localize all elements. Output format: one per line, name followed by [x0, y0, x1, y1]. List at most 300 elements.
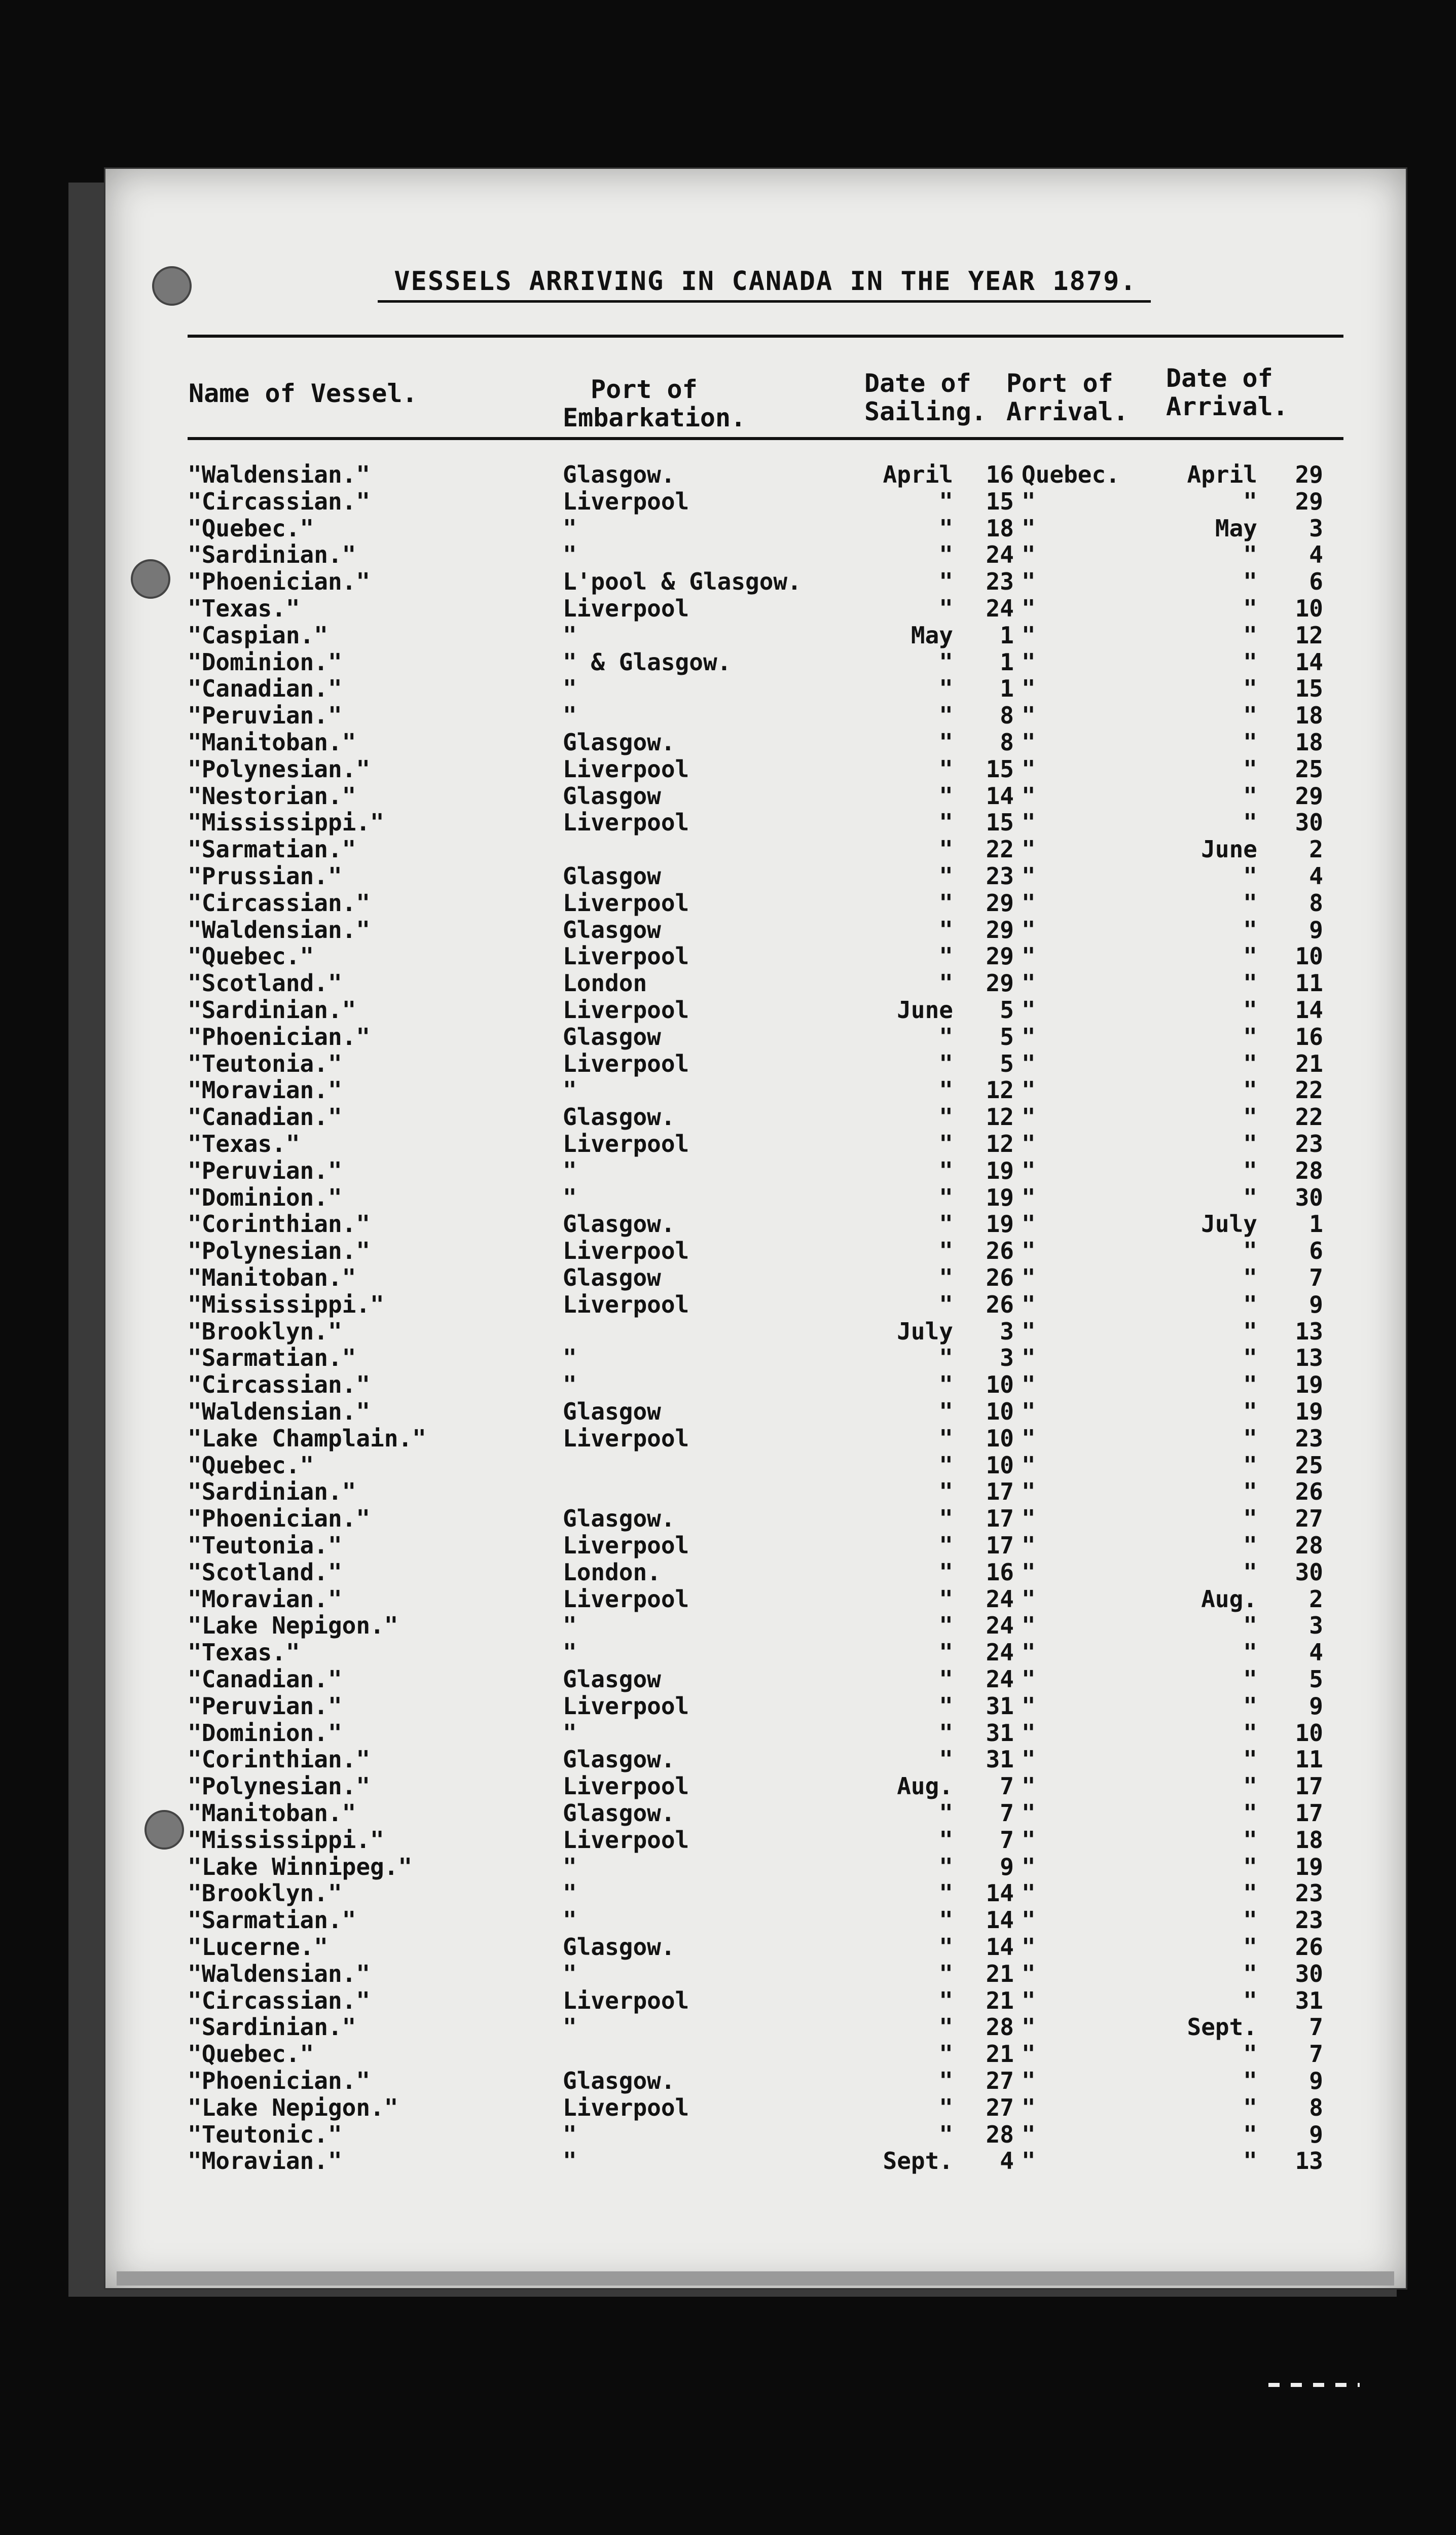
- arrival-day: 17: [1295, 1799, 1323, 1827]
- arrival-day: 9: [1309, 1290, 1323, 1318]
- scan-marks: [1268, 2383, 1360, 2387]
- page-edge: [117, 2271, 1394, 2286]
- arrival-day: 26: [1295, 1933, 1323, 1961]
- arrival-month: ": [1243, 2040, 1257, 2068]
- port-arrival: ": [1022, 1558, 1036, 1586]
- port-arrival: ": [1022, 836, 1036, 863]
- port-embarkation: Glasgow: [563, 916, 661, 944]
- arrival-day: 30: [1295, 1183, 1323, 1211]
- vessel-name: "Phoenician.": [188, 568, 371, 596]
- sailing-month: May: [911, 621, 953, 649]
- sailing-month: April: [883, 461, 953, 488]
- sailing-day: 24: [986, 1612, 1014, 1640]
- port-embarkation: Liverpool: [563, 595, 689, 622]
- port-embarkation: ": [563, 621, 577, 649]
- sailing-day: 28: [986, 2120, 1014, 2148]
- arrival-month: ": [1243, 702, 1257, 730]
- sailing-month: ": [939, 1692, 953, 1720]
- arrival-month: ": [1243, 2067, 1257, 2094]
- vessel-name: "Peruvian.": [188, 1692, 342, 1720]
- port-arrival: ": [1022, 782, 1036, 810]
- sailing-day: 31: [986, 1719, 1014, 1747]
- sailing-month: ": [939, 1746, 953, 1773]
- port-arrival: ": [1022, 675, 1036, 703]
- arrival-day: 19: [1295, 1398, 1323, 1425]
- vessel-name: "Circassian.": [188, 1371, 371, 1399]
- vessel-name: "Waldensian.": [188, 916, 371, 944]
- arrival-day: 19: [1295, 1371, 1323, 1399]
- sailing-day: 19: [986, 1156, 1014, 1184]
- port-embarkation: ": [563, 1612, 577, 1640]
- sailing-day: 24: [986, 541, 1014, 569]
- arrival-day: 28: [1295, 1532, 1323, 1559]
- vessel-name: "Texas.": [188, 1639, 300, 1667]
- header-date-sailing: Date of Sailing.: [864, 369, 987, 426]
- port-arrival: ": [1022, 595, 1036, 622]
- arrival-month: ": [1243, 889, 1257, 917]
- sailing-month: ": [939, 675, 953, 703]
- port-arrival: ": [1022, 916, 1036, 944]
- vessel-name: "Mississippi.": [188, 809, 384, 837]
- port-arrival: ": [1022, 1023, 1036, 1051]
- arrival-month: ": [1243, 916, 1257, 944]
- vessel-name: "Scotland.": [188, 969, 342, 997]
- sailing-day: 7: [1000, 1826, 1014, 1854]
- arrival-month: May: [1215, 514, 1257, 542]
- port-arrival: ": [1022, 2013, 1036, 2041]
- arrival-day: 11: [1295, 969, 1323, 997]
- vessel-name: "Dominion.": [188, 648, 342, 676]
- sailing-month: ": [939, 2093, 953, 2121]
- arrival-day: 18: [1295, 702, 1323, 730]
- arrival-day: 27: [1295, 1505, 1323, 1533]
- port-embarkation: ": [563, 1853, 577, 1880]
- sailing-day: 8: [1000, 702, 1014, 730]
- sailing-month: ": [939, 1424, 953, 1452]
- sailing-day: 1: [1000, 675, 1014, 703]
- port-arrival: ": [1022, 2067, 1036, 2094]
- arrival-day: 8: [1309, 2093, 1323, 2121]
- arrival-month: ": [1243, 1103, 1257, 1131]
- sailing-day: 1: [1000, 621, 1014, 649]
- port-embarkation: London: [563, 969, 647, 997]
- vessel-name: "Quebec.": [188, 943, 314, 970]
- port-arrival: ": [1022, 1478, 1036, 1506]
- port-arrival: ": [1022, 1344, 1036, 1372]
- sailing-day: 15: [986, 809, 1014, 837]
- arrival-month: ": [1243, 1478, 1257, 1506]
- port-embarkation: London.: [563, 1558, 661, 1586]
- arrival-month: ": [1243, 1799, 1257, 1827]
- vessel-name: "Quebec.": [188, 2040, 314, 2068]
- sailing-month: ": [939, 1532, 953, 1559]
- port-embarkation: Glasgow: [563, 862, 661, 890]
- sailing-day: 16: [986, 461, 1014, 488]
- sailing-day: 4: [1000, 2147, 1014, 2175]
- vessel-name: "Moravian.": [188, 2147, 342, 2175]
- vessel-name: "Circassian.": [188, 487, 371, 515]
- arrival-month: ": [1243, 1826, 1257, 1854]
- arrival-day: 3: [1309, 514, 1323, 542]
- port-arrival: ": [1022, 1237, 1036, 1265]
- port-embarkation: Glasgow: [563, 1023, 661, 1051]
- arrival-day: 13: [1295, 1344, 1323, 1372]
- sailing-month: June: [897, 996, 953, 1024]
- arrival-day: 14: [1295, 648, 1323, 676]
- sailing-day: 26: [986, 1264, 1014, 1291]
- vessel-name: "Canadian.": [188, 1103, 342, 1131]
- header-vessel: Name of Vessel.: [189, 379, 418, 408]
- vessel-name: "Corinthian.": [188, 1210, 371, 1238]
- port-arrival: ": [1022, 541, 1036, 569]
- arrival-month: ": [1243, 595, 1257, 622]
- port-arrival: ": [1022, 2093, 1036, 2121]
- sailing-month: ": [939, 916, 953, 944]
- vessel-name: "Polynesian.": [188, 755, 371, 783]
- sailing-day: 10: [986, 1424, 1014, 1452]
- arrival-day: 29: [1295, 782, 1323, 810]
- arrival-day: 26: [1295, 1478, 1323, 1506]
- arrival-day: 9: [1309, 916, 1323, 944]
- sailing-day: 26: [986, 1237, 1014, 1265]
- arrival-month: ": [1243, 1237, 1257, 1265]
- port-arrival: ": [1022, 1986, 1036, 2014]
- sailing-day: 14: [986, 1906, 1014, 1934]
- arrival-month: Sept.: [1187, 2013, 1257, 2041]
- arrival-day: 9: [1309, 2067, 1323, 2094]
- port-arrival: ": [1022, 1156, 1036, 1184]
- port-arrival: ": [1022, 487, 1036, 515]
- sailing-month: ": [939, 1156, 953, 1184]
- arrival-month: ": [1243, 1344, 1257, 1372]
- port-arrival: ": [1022, 755, 1036, 783]
- port-embarkation: ": [563, 1960, 577, 1987]
- port-embarkation: Glasgow.: [563, 1103, 675, 1131]
- port-arrival: ": [1022, 809, 1036, 837]
- port-embarkation: Glasgow.: [563, 1210, 675, 1238]
- arrival-day: 29: [1295, 487, 1323, 515]
- vessel-name: "Phoenician.": [188, 2067, 371, 2094]
- sailing-day: 27: [986, 2093, 1014, 2121]
- arrival-month: ": [1243, 1130, 1257, 1157]
- port-embarkation: L'pool & Glasgow.: [563, 568, 802, 596]
- port-embarkation: Liverpool: [563, 996, 689, 1024]
- arrival-month: ": [1243, 1532, 1257, 1559]
- sailing-day: 14: [986, 1879, 1014, 1907]
- arrival-month: ": [1243, 487, 1257, 515]
- document-title: VESSELS ARRIVING IN CANADA IN THE YEAR 1879.: [394, 266, 1137, 297]
- arrival-day: 25: [1295, 755, 1323, 783]
- sailing-month: ": [939, 782, 953, 810]
- port-embarkation: ": [563, 1076, 577, 1104]
- port-embarkation: " & Glasgow.: [563, 648, 732, 676]
- port-arrival: ": [1022, 1799, 1036, 1827]
- arrival-day: 19: [1295, 1853, 1323, 1880]
- vessel-name: "Canadian.": [188, 675, 342, 703]
- port-embarkation: Liverpool: [563, 943, 689, 970]
- port-embarkation: Glasgow.: [563, 729, 675, 756]
- punch-hole: [152, 266, 192, 306]
- sailing-month: ": [939, 1639, 953, 1667]
- title-underline: [378, 300, 1151, 303]
- vessel-name: "Sarmatian.": [188, 1906, 356, 1934]
- arrival-month: ": [1243, 862, 1257, 890]
- arrival-month: ": [1243, 1505, 1257, 1533]
- port-arrival: ": [1022, 702, 1036, 730]
- arrival-month: June: [1201, 836, 1257, 863]
- sailing-day: 5: [1000, 1023, 1014, 1051]
- sailing-month: ": [939, 514, 953, 542]
- vessel-name: "Waldensian.": [188, 1398, 371, 1425]
- vessel-name: "Polynesian.": [188, 1772, 371, 1800]
- sailing-month: ": [939, 1398, 953, 1425]
- sailing-day: 10: [986, 1451, 1014, 1479]
- port-arrival: ": [1022, 1933, 1036, 1961]
- vessel-name: "Sardinian.": [188, 1478, 356, 1506]
- sailing-day: 28: [986, 2013, 1014, 2041]
- port-embarkation: ": [563, 1719, 577, 1747]
- sailing-day: 31: [986, 1746, 1014, 1773]
- arrival-day: 3: [1309, 1612, 1323, 1640]
- port-embarkation: Liverpool: [563, 1772, 689, 1800]
- vessel-name: "Quebec.": [188, 514, 314, 542]
- arrival-month: ": [1243, 1853, 1257, 1880]
- sailing-day: 21: [986, 1986, 1014, 2014]
- arrival-day: 18: [1295, 729, 1323, 756]
- port-arrival: ": [1022, 1183, 1036, 1211]
- sailing-day: 18: [986, 514, 1014, 542]
- arrival-day: 8: [1309, 889, 1323, 917]
- arrival-month: ": [1243, 675, 1257, 703]
- sailing-day: 3: [1000, 1317, 1014, 1345]
- port-arrival: ": [1022, 1879, 1036, 1907]
- arrival-day: 17: [1295, 1772, 1323, 1800]
- vessel-name: "Lucerne.": [188, 1933, 328, 1961]
- arrival-day: 5: [1309, 1665, 1323, 1693]
- vessel-name: "Caspian.": [188, 621, 328, 649]
- port-arrival: ": [1022, 1612, 1036, 1640]
- port-embarkation: Liverpool: [563, 487, 689, 515]
- sailing-month: ": [939, 1076, 953, 1104]
- port-arrival: ": [1022, 943, 1036, 970]
- vessel-name: "Moravian.": [188, 1076, 342, 1104]
- port-arrival: ": [1022, 2147, 1036, 2175]
- sailing-day: 27: [986, 2067, 1014, 2094]
- sailing-day: 17: [986, 1478, 1014, 1506]
- arrival-day: 4: [1309, 862, 1323, 890]
- vessel-name: "Sarmatian.": [188, 1344, 356, 1372]
- arrival-day: 13: [1295, 2147, 1323, 2175]
- vessel-name: "Dominion.": [188, 1719, 342, 1747]
- port-embarkation: Liverpool: [563, 1532, 689, 1559]
- arrival-month: ": [1243, 1371, 1257, 1399]
- arrival-month: Aug.: [1201, 1585, 1257, 1613]
- vessel-name: "Manitoban.": [188, 1264, 356, 1291]
- sailing-month: ": [939, 1210, 953, 1238]
- sailing-month: ": [939, 1906, 953, 1934]
- sailing-month: ": [939, 1933, 953, 1961]
- port-embarkation: Liverpool: [563, 1986, 689, 2014]
- port-embarkation: Liverpool: [563, 809, 689, 837]
- port-arrival: ": [1022, 621, 1036, 649]
- arrival-month: ": [1243, 2147, 1257, 2175]
- header-bottom-rule: [188, 437, 1343, 440]
- sailing-day: 29: [986, 916, 1014, 944]
- port-embarkation: ": [563, 1183, 577, 1211]
- vessel-name: "Sardinian.": [188, 2013, 356, 2041]
- arrival-month: ": [1243, 755, 1257, 783]
- arrival-month: ": [1243, 541, 1257, 569]
- port-embarkation: Glasgow: [563, 1398, 661, 1425]
- sailing-day: 12: [986, 1103, 1014, 1131]
- sailing-month: ": [939, 1478, 953, 1506]
- port-embarkation: Liverpool: [563, 2093, 689, 2121]
- arrival-day: 16: [1295, 1023, 1323, 1051]
- sailing-day: 21: [986, 2040, 1014, 2068]
- sailing-month: ": [939, 1960, 953, 1987]
- arrival-day: 13: [1295, 1317, 1323, 1345]
- vessel-name: "Circassian.": [188, 889, 371, 917]
- sailing-day: 24: [986, 595, 1014, 622]
- arrival-month: ": [1243, 1933, 1257, 1961]
- sailing-month: ": [939, 595, 953, 622]
- punch-hole: [131, 559, 170, 599]
- sailing-day: 17: [986, 1505, 1014, 1533]
- sailing-month: Aug.: [897, 1772, 953, 1800]
- arrival-month: ": [1243, 1558, 1257, 1586]
- arrival-day: 21: [1295, 1049, 1323, 1077]
- vessel-name: "Manitoban.": [188, 729, 356, 756]
- vessel-name: "Brooklyn.": [188, 1879, 342, 1907]
- arrival-month: ": [1243, 1424, 1257, 1452]
- sailing-month: ": [939, 541, 953, 569]
- arrival-day: 31: [1295, 1986, 1323, 2014]
- sailing-day: 3: [1000, 1344, 1014, 1372]
- arrival-month: July: [1201, 1210, 1257, 1238]
- port-embarkation: Liverpool: [563, 755, 689, 783]
- vessel-name: "Dominion.": [188, 1183, 342, 1211]
- sailing-month: ": [939, 809, 953, 837]
- sailing-day: 10: [986, 1398, 1014, 1425]
- sailing-day: 29: [986, 889, 1014, 917]
- port-embarkation: Liverpool: [563, 1290, 689, 1318]
- port-arrival: ": [1022, 1264, 1036, 1291]
- arrival-month: ": [1243, 1156, 1257, 1184]
- sailing-day: 15: [986, 755, 1014, 783]
- vessel-name: "Nestorian.": [188, 782, 356, 810]
- port-arrival: ": [1022, 648, 1036, 676]
- header-port-embarkation: Port of Embarkation.: [563, 375, 746, 432]
- sailing-day: 14: [986, 782, 1014, 810]
- port-embarkation: Liverpool: [563, 1692, 689, 1720]
- sailing-month: ": [939, 1505, 953, 1533]
- sailing-month: ": [939, 1290, 953, 1318]
- port-embarkation: ": [563, 2120, 577, 2148]
- port-embarkation: Liverpool: [563, 1049, 689, 1077]
- sailing-day: 1: [1000, 648, 1014, 676]
- arrival-month: ": [1243, 2093, 1257, 2121]
- arrival-day: 7: [1309, 2040, 1323, 2068]
- port-arrival: ": [1022, 1532, 1036, 1559]
- sailing-day: 12: [986, 1130, 1014, 1157]
- arrival-month: ": [1243, 1879, 1257, 1907]
- port-embarkation: Glasgow.: [563, 1799, 675, 1827]
- sailing-day: 9: [1000, 1853, 1014, 1880]
- port-arrival: ": [1022, 1719, 1036, 1747]
- vessel-name: "Texas.": [188, 1130, 300, 1157]
- vessel-name: "Corinthian.": [188, 1746, 371, 1773]
- vessel-name: "Sardinian.": [188, 541, 356, 569]
- vessel-name: "Waldensian.": [188, 461, 371, 488]
- sailing-day: 22: [986, 836, 1014, 863]
- arrival-day: 2: [1309, 836, 1323, 863]
- sailing-month: ": [939, 2040, 953, 2068]
- arrival-day: 4: [1309, 1639, 1323, 1667]
- sailing-month: ": [939, 836, 953, 863]
- vessel-name: "Teutonic.": [188, 2120, 342, 2148]
- port-arrival: ": [1022, 2120, 1036, 2148]
- sailing-month: ": [939, 969, 953, 997]
- arrival-day: 6: [1309, 1237, 1323, 1265]
- arrival-day: 7: [1309, 2013, 1323, 2041]
- arrival-day: 12: [1295, 621, 1323, 649]
- sailing-month: ": [939, 2120, 953, 2148]
- arrival-day: 9: [1309, 2120, 1323, 2148]
- arrival-day: 6: [1309, 568, 1323, 596]
- sailing-month: ": [939, 1853, 953, 1880]
- vessel-name: "Texas.": [188, 595, 300, 622]
- vessel-name: "Peruvian.": [188, 1156, 342, 1184]
- sailing-day: 8: [1000, 729, 1014, 756]
- port-embarkation: Glasgow: [563, 782, 661, 810]
- vessel-name: "Peruvian.": [188, 702, 342, 730]
- sailing-day: 23: [986, 862, 1014, 890]
- vessel-name: "Mississippi.": [188, 1826, 384, 1854]
- arrival-day: 23: [1295, 1906, 1323, 1934]
- arrival-month: ": [1243, 1719, 1257, 1747]
- port-arrival: ": [1022, 2040, 1036, 2068]
- port-arrival: ": [1022, 1290, 1036, 1318]
- sailing-day: 19: [986, 1210, 1014, 1238]
- sailing-month: ": [939, 1049, 953, 1077]
- arrival-month: ": [1243, 729, 1257, 756]
- arrival-month: ": [1243, 943, 1257, 970]
- sailing-day: 5: [1000, 996, 1014, 1024]
- vessel-name: "Polynesian.": [188, 1237, 371, 1265]
- arrival-month: ": [1243, 1692, 1257, 1720]
- sailing-month: ": [939, 1986, 953, 2014]
- port-arrival: ": [1022, 1451, 1036, 1479]
- sailing-day: 24: [986, 1585, 1014, 1613]
- sailing-month: ": [939, 1130, 953, 1157]
- arrival-day: 30: [1295, 1558, 1323, 1586]
- arrival-day: 1: [1309, 1210, 1323, 1238]
- arrival-day: 11: [1295, 1746, 1323, 1773]
- vessel-name: "Brooklyn.": [188, 1317, 342, 1345]
- vessel-name: "Sarmatian.": [188, 836, 356, 863]
- port-embarkation: ": [563, 541, 577, 569]
- port-arrival: ": [1022, 1103, 1036, 1131]
- sailing-day: 15: [986, 487, 1014, 515]
- port-arrival: ": [1022, 1665, 1036, 1693]
- vessel-name: "Lake Champlain.": [188, 1424, 426, 1452]
- arrival-month: ": [1243, 568, 1257, 596]
- sailing-month: ": [939, 1826, 953, 1854]
- port-arrival: ": [1022, 1049, 1036, 1077]
- sailing-month: ": [939, 1879, 953, 1907]
- vessel-name: "Moravian.": [188, 1585, 342, 1613]
- sailing-month: ": [939, 1103, 953, 1131]
